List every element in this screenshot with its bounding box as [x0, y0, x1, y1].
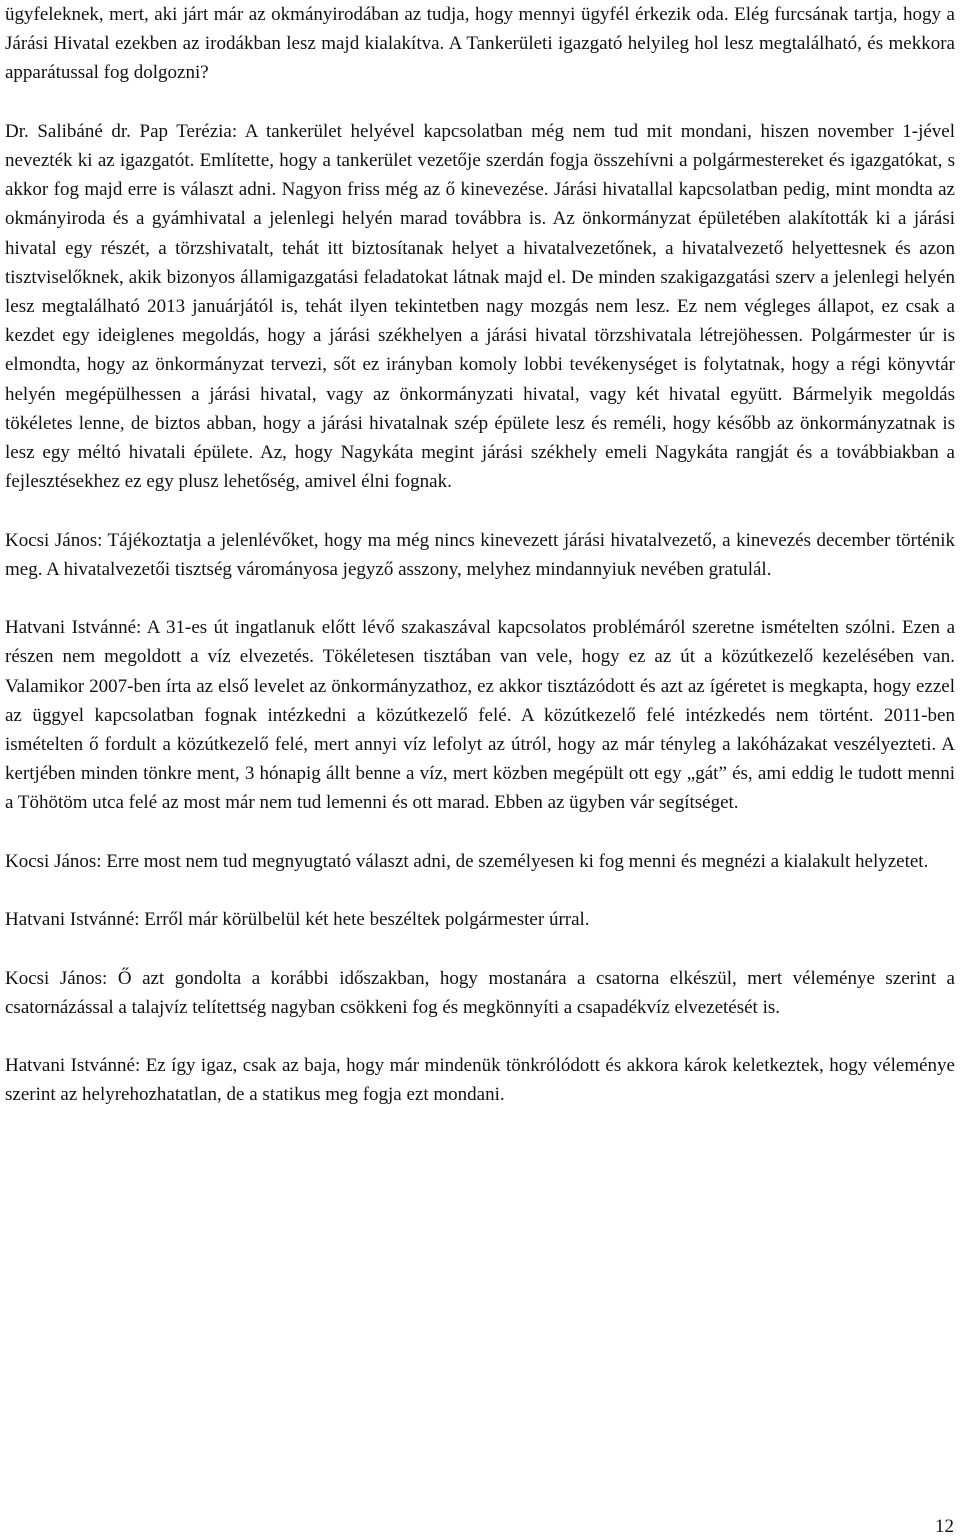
paragraph-3: Kocsi János: Tájékoztatja a jelenlévőket, hogy ma még nincs kinevezett járási hivatalvezető, a kinevezés december történik meg. A hivatalvezetői tisztség várományosa jegyző asszony, melyhez mindannyiuk nevében gratulál.	[5, 529, 955, 580]
page-number: 12	[935, 1516, 954, 1537]
paragraph-7: Kocsi János: Ő azt gondolta a korábbi időszakban, hogy mostanára a csatorna elkészül, mert véleménye szerint a csatornázással a talajvíz telítettség nagyban csökkeni fog és megkönnyíti a csapadékvíz elvezetését is.	[5, 967, 955, 1018]
document-body	[5, 0, 955, 1110]
paragraph-2: Dr. Salibáné dr. Pap Terézia: A tankerület helyével kapcsolatban még nem tud mit mondani, hiszen november 1-jével nevezték ki az igazgatót. Említette, hogy a tankerület vezetője szerdán fogja összehívni a polgármestereket és igazgatókat, s akkor fog majd erre is választ adni. Nagyon friss még az ő kinevezése. Járási hivatallal kapcsolatban pedig, mint mondta az okmányiroda és a gyámhivatal a jelenlegi helyén marad továbbra is. Az önkormányzat épületében alakították ki a járási hivatal egy részét, a törzshivatalt, tehát itt biztosítanak helyet a hivatalvezetőnek, a hivatalvezető helyettesnek és azon tisztviselőknek, akik bizonyos államigazgatási feladatokat látnak majd el. De minden szakigazgatási szerv a jelenlegi helyén lesz megtalálható 2013 januárjától is, tehát ilyen tekintetben nagy mozgás nem lesz. Ez nem végleges állapot, ez csak a kezdet egy ideiglenes megoldás, hogy a járási székhelyen a járási hivatal törzshivatala létrejöhessen. Polgármester úr is elmondta, hogy az önkormányzat tervezi, sőt ez irányban komoly lobbi tevékenységet is folytatnak, hogy a régi könyvtár helyén megépülhessen a járási hivatal, vagy az önkormányzati hivatal, vagy két hivatal együtt. Bármelyik megoldás tökéletes lenne, de biztos abban, hogy a járási hivatalnak szép épülete lesz és reméli, hogy később az önkormányzatnak is lesz egy méltó hivatali épülete. Az, hogy Nagykáta megint járási székhely emeli Nagykáta rangját és a továbbiakban a fejlesztésekhez ez egy plusz lehetőség, amivel élni fognak.	[5, 120, 955, 493]
paragraph-5: Kocsi János: Erre most nem tud megnyugtató választ adni, de személyesen ki fog menni és megnézi a kialakult helyzetet.	[5, 850, 929, 872]
paragraph-8: Hatvani Istvánné: Ez így igaz, csak az baja, hogy már mindenük tönkrólódott és akkora károk keletkeztek, hogy véleménye szerint az helyrehozhatatlan, de a statikus meg fogja ezt mondani.	[5, 1055, 955, 1106]
paragraph-6: Hatvani Istvánné: Erről már körülbelül két hete beszéltek polgármester úrral.	[5, 909, 590, 931]
paragraph-1: ügyfeleknek, mert, aki járt már az okmányirodában az tudja, hogy mennyi ügyfél érkezik oda. Elég furcsának tartja, hogy a Járási Hivatal ezekben az irodákban lesz majd kialakítva. A Tankerületi igazgató helyileg hol lesz megtalálható, és mekkora apparátussal fog dolgozni?	[5, 4, 955, 84]
paragraph-4: Hatvani Istvánné: A 31-es út ingatlanuk előtt lévő szakaszával kapcsolatos problémáról szeretne ismételten szólni. Ezen a részen nem megoldott a víz elvezetés. Tökéletesen tisztában van vele, hogy ez az út a közútkezelő kezelésében van. Valamikor 2007-ben írta az első levelet az önkormányzathoz, ez akkor tisztázódott és azt az ígéretet is megkapta, hogy ezzel az üggyel kapcsolatban fognak intézkedni a közútkezelő felé. A közútkezelő felé intézkedés nem történt. 2011-ben ismételten ő fordult a közútkezelő felé, mert annyi víz lefolyt az útról, hogy az már tényleg a lakóházakat veszélyezteti. A kertjében minden tönkre ment, 3 hónapig állt benne a víz, mert közben megépült ott egy „gát” és, ami eddig le tudott menni a Töhötöm utca felé az most már nem tud lemenni és ott marad. Ebben az ügyben vár segítséget.	[5, 617, 955, 814]
